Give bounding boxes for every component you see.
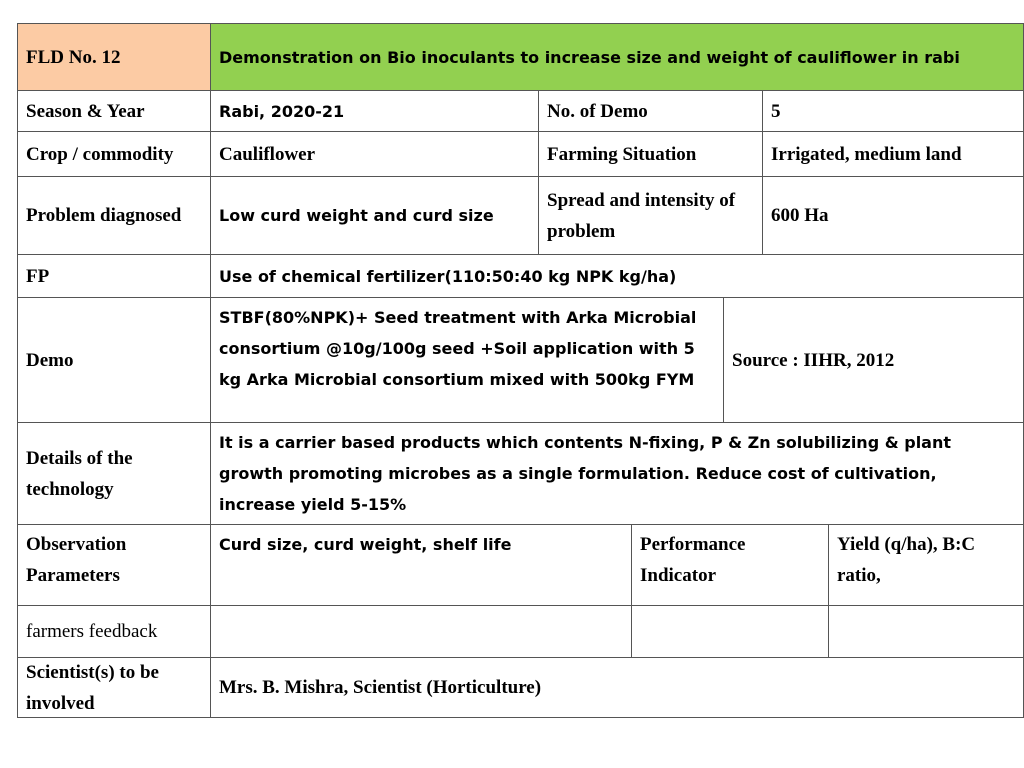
feedback-empty-cell-2	[631, 605, 829, 658]
scientist-label: Scientist(s) to be involved	[26, 661, 159, 714]
scientist-value: Mrs. B. Mishra, Scientist (Horticulture)	[219, 677, 542, 698]
perf-value-cell	[828, 524, 1024, 606]
obs-label-cell	[17, 524, 211, 606]
perf-value: Yield (q/ha), B:C ratio,	[837, 534, 976, 586]
crop-value: Cauliflower	[219, 143, 316, 165]
problem-label: Problem diagnosed	[26, 205, 182, 226]
perf-label: Performance Indicator	[640, 534, 746, 586]
obs-value: Curd size, curd weight, shelf life	[219, 535, 512, 554]
fp-label-cell	[17, 254, 211, 298]
fld-number: FLD No. 12	[26, 46, 121, 68]
fld-number-cell	[17, 23, 211, 91]
fp-value: Use of chemical fertilizer(110:50:40 kg NPK kg/ha)	[219, 266, 677, 286]
details-label-cell	[17, 422, 211, 525]
problem-value-cell	[210, 176, 539, 255]
feedback-label: farmers feedback	[26, 621, 158, 642]
demo-value-cell	[210, 297, 724, 423]
scientist-value-cell	[210, 657, 1024, 718]
demo-count-label-cell	[538, 90, 763, 132]
season-label-cell	[17, 90, 211, 132]
spread-value-cell	[762, 176, 1024, 255]
farming-label: Farming Situation	[547, 143, 697, 165]
fp-value-cell	[210, 254, 1024, 298]
crop-label: Crop / commodity	[26, 143, 174, 165]
details-label: Details of the technology	[26, 447, 133, 500]
spread-value: 600 Ha	[771, 205, 829, 226]
source-cell	[723, 297, 1024, 423]
demo-label-cell	[17, 297, 211, 423]
feedback-label-cell	[17, 605, 211, 658]
feedback-empty-cell-1	[210, 605, 632, 658]
crop-value-cell	[210, 131, 539, 177]
farming-value-cell	[762, 131, 1024, 177]
source-value: Source : IIHR, 2012	[732, 349, 895, 371]
spread-label-cell	[538, 176, 763, 255]
season-label: Season & Year	[26, 100, 145, 122]
demo-count-value-cell	[762, 90, 1024, 132]
details-value: It is a carrier based products which contents N-fixing, P & Zn solubilizing & plant growth promoting microbes as a single formulation. Reduce cost of cultivation, increase yield 5-15%	[219, 433, 952, 514]
demo-label: Demo	[26, 349, 74, 371]
season-value-cell	[210, 90, 539, 132]
perf-label-cell	[631, 524, 829, 606]
crop-label-cell	[17, 131, 211, 177]
problem-value: Low curd weight and curd size	[219, 206, 494, 225]
demo-count-label: No. of Demo	[547, 100, 648, 122]
details-value-cell	[210, 422, 1024, 525]
title-cell	[210, 23, 1024, 91]
demo-value: STBF(80%NPK)+ Seed treatment with Arka Microbial consortium @10g/100g seed +Soil application with 5 kg Arka Microbial consortium mixed with 500kg FYM	[219, 308, 697, 389]
obs-value-cell	[210, 524, 632, 606]
problem-label-cell	[17, 176, 211, 255]
farming-label-cell	[538, 131, 763, 177]
demo-count-value: 5	[771, 100, 781, 122]
fp-label: FP	[26, 265, 50, 287]
farming-value: Irrigated, medium land	[771, 143, 962, 165]
page-title: Demonstration on Bio inoculants to increase size and weight of cauliflower in rabi	[219, 47, 960, 67]
obs-label: Observation Parameters	[26, 534, 127, 586]
scientist-label-cell	[17, 657, 211, 718]
season-value: Rabi, 2020-21	[219, 101, 345, 121]
feedback-empty-cell-3	[828, 605, 1024, 658]
spread-label: Spread and intensity of problem	[547, 189, 736, 242]
